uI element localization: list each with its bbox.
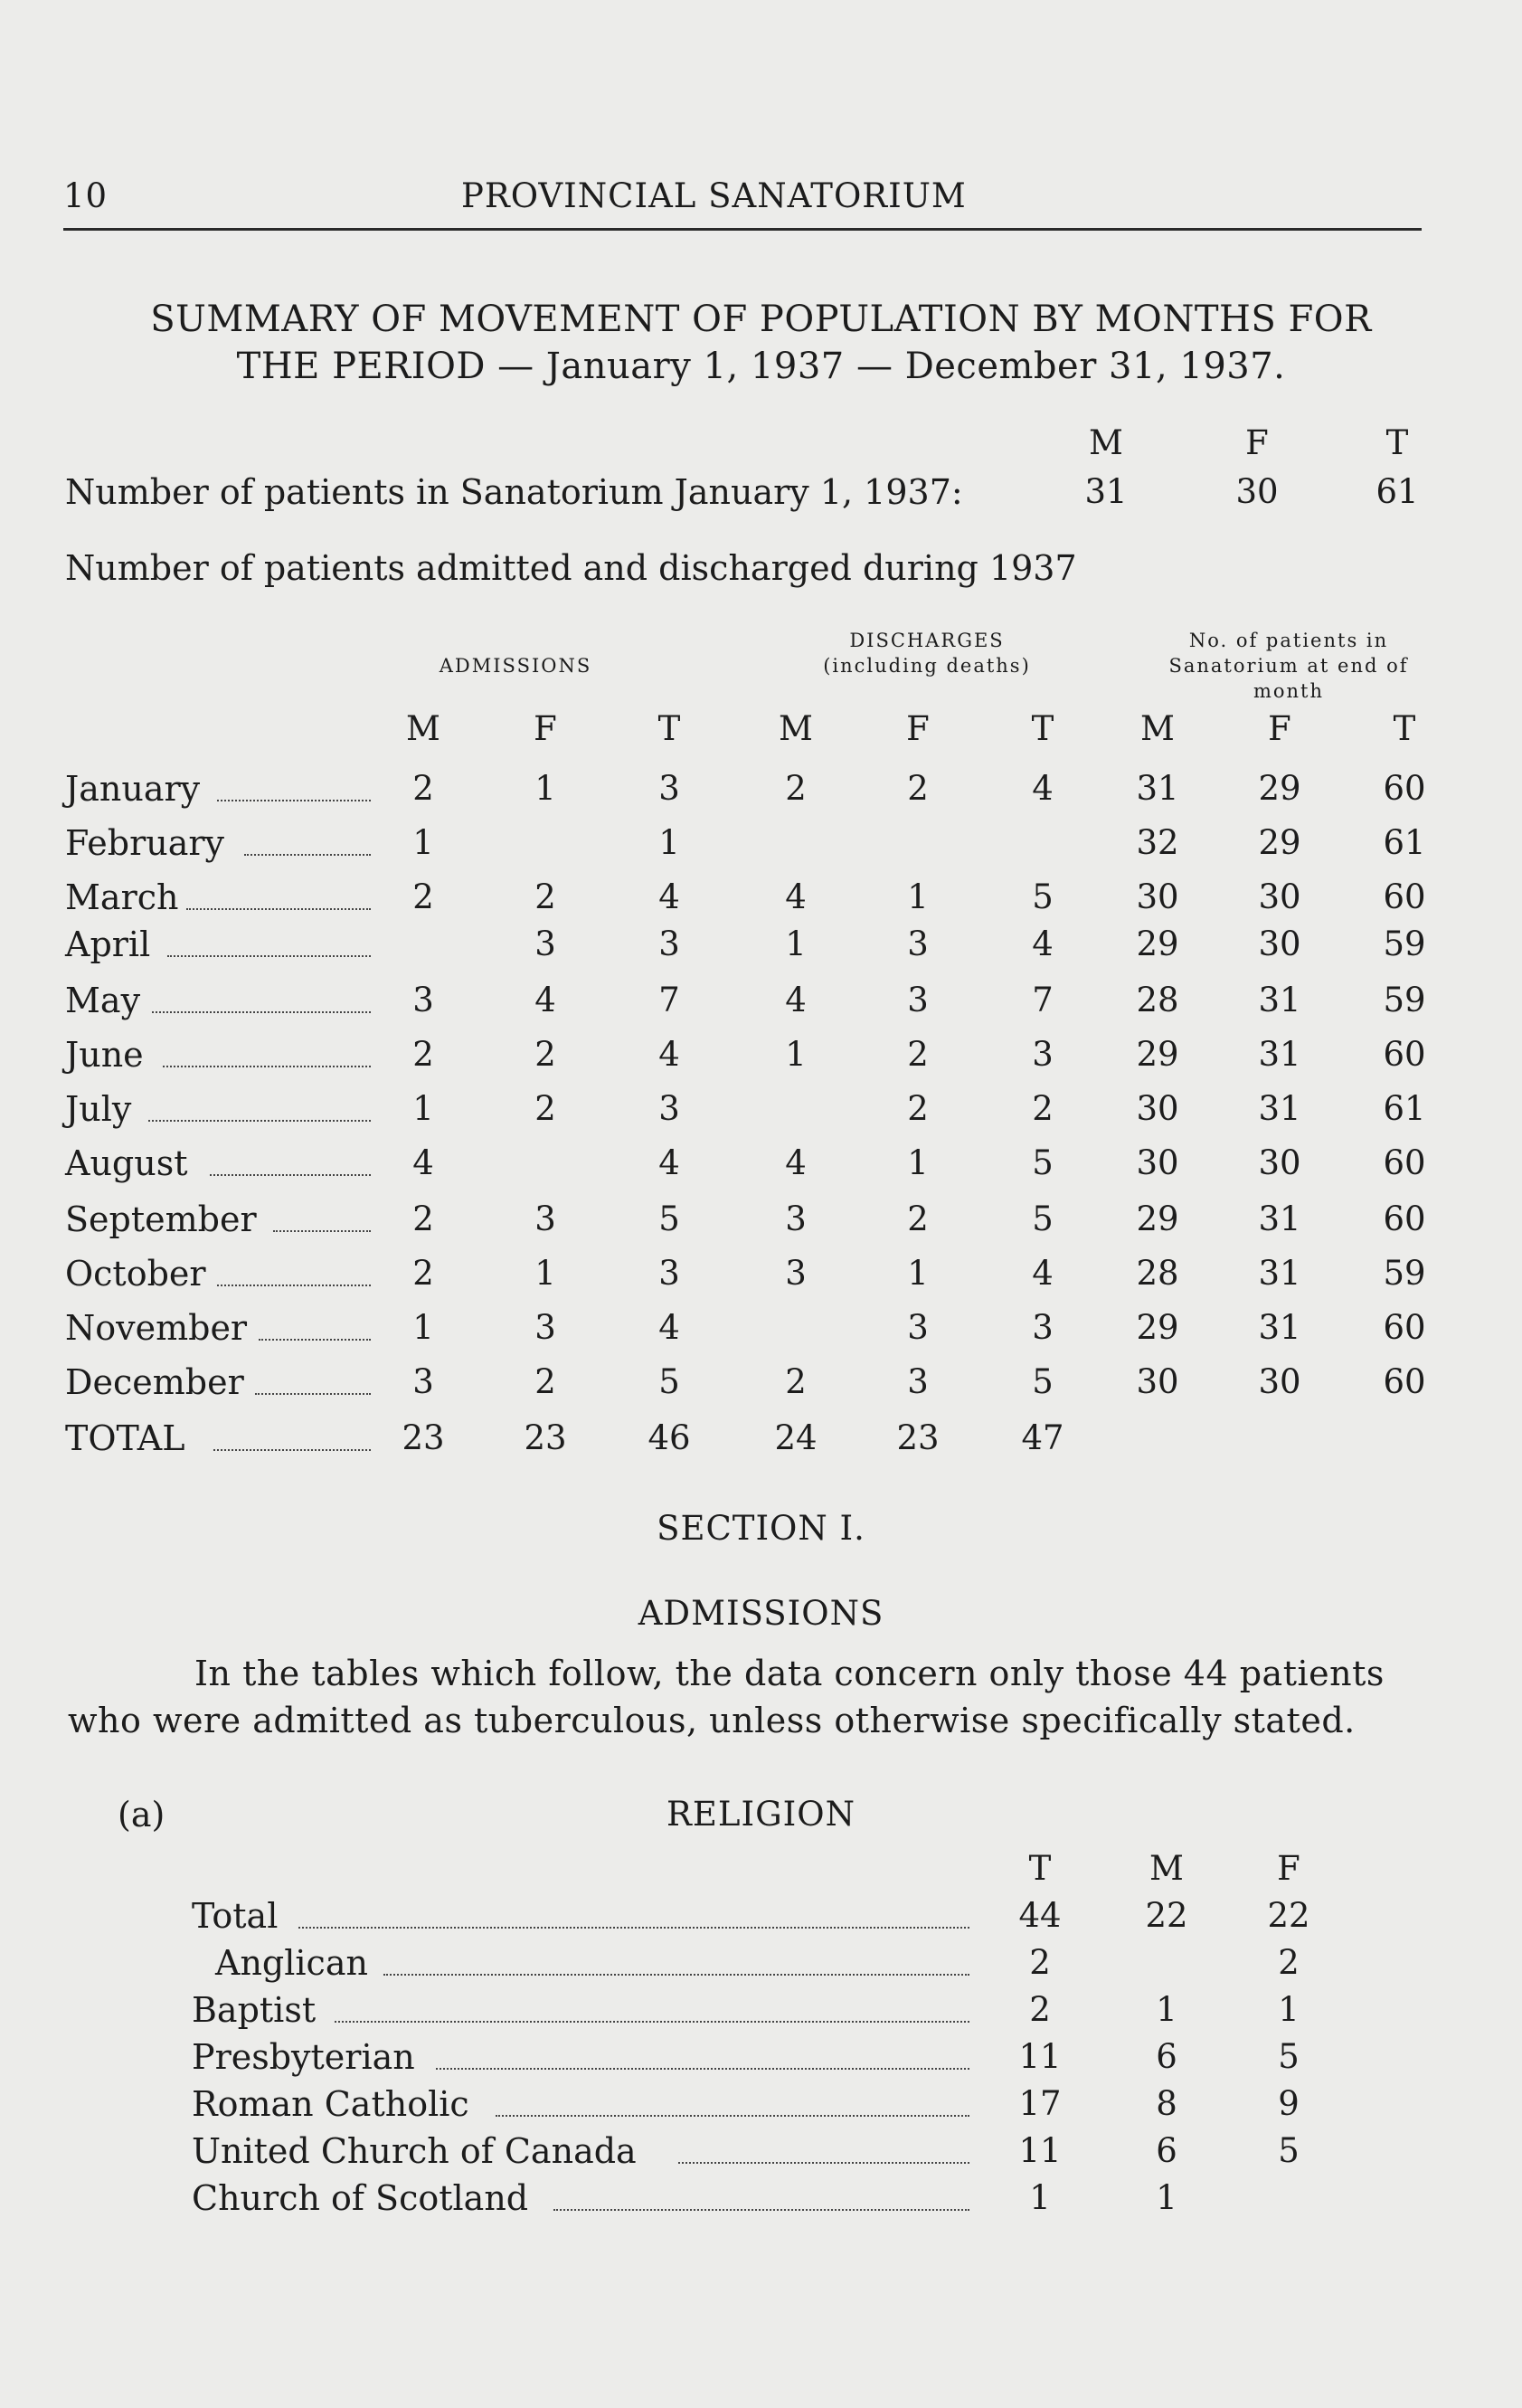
month-label: May [65, 981, 141, 1020]
monthly-cell: 46 [648, 1418, 691, 1457]
monthly-cell: 3 [907, 924, 929, 963]
monthly-col-header: T [1393, 709, 1416, 748]
page-number: 10 [63, 176, 109, 215]
monthly-cell: 28 [1136, 1254, 1179, 1293]
month-label: August [65, 1143, 188, 1183]
religion-cell: 5 [1278, 2037, 1300, 2076]
month-label: January [65, 769, 201, 809]
monthly-col-header: F [534, 709, 557, 748]
initial-col-t: T [1385, 423, 1409, 462]
initial-label: Number of patients in Sanatorium January 1, 1937: [65, 472, 963, 512]
monthly-cell: 29 [1258, 823, 1301, 862]
monthly-cell: 3 [785, 1254, 807, 1293]
monthly-cell: 59 [1383, 1254, 1426, 1293]
leader-dots [213, 1449, 371, 1451]
monthly-cell: 31 [1136, 769, 1179, 808]
monthly-cell: 2 [785, 1362, 807, 1401]
leader-dots [217, 800, 371, 801]
monthly-cell: 3 [907, 981, 929, 1019]
religion-cell: 1 [1278, 1990, 1300, 2029]
monthly-cell: 3 [785, 1199, 807, 1238]
monthly-cell: 4 [658, 1308, 680, 1347]
monthly-cell: 4 [658, 1035, 680, 1074]
monthly-col-header: M [779, 709, 813, 748]
leader-dots [678, 2162, 969, 2164]
section-heading: ADMISSIONS [638, 1594, 884, 1633]
leader-dots [152, 1011, 371, 1013]
monthly-cell: 3 [1032, 1308, 1054, 1347]
monthly-cell: 23 [896, 1418, 940, 1457]
religion-cell: 9 [1278, 2084, 1300, 2123]
monthly-col-header: T [657, 709, 681, 748]
leader-dots [259, 1339, 371, 1341]
monthly-cell: 2 [907, 1089, 929, 1128]
monthly-cell: 32 [1136, 823, 1179, 862]
monthly-cell: 3 [658, 924, 680, 963]
monthly-cell: 3 [907, 1362, 929, 1401]
in-sanatorium-group-header: No. of patients in Sanatorium at end of month [1168, 630, 1409, 702]
monthly-cell: 3 [658, 769, 680, 808]
monthly-cell: 30 [1136, 1362, 1179, 1401]
leader-dots [255, 1393, 371, 1395]
monthly-cell: 61 [1383, 823, 1426, 862]
religion-cell: 1 [1156, 2178, 1177, 2217]
section-paragraph-line1: In the tables which follow, the data concern only those 44 patients [194, 1654, 1385, 1693]
leader-dots [163, 1066, 371, 1067]
religion-marker: (a) [118, 1795, 165, 1834]
religion-cell: 1 [1156, 1990, 1177, 2029]
monthly-cell: 24 [774, 1418, 818, 1457]
religion-label: Baptist [192, 1990, 317, 2030]
religion-col-header: T [1028, 1849, 1052, 1888]
religion-label: Presbyterian [192, 2037, 415, 2077]
monthly-cell: 29 [1136, 924, 1179, 963]
religion-cell: 8 [1156, 2084, 1177, 2123]
leader-dots [383, 1974, 969, 1976]
initial-value-t: 61 [1375, 472, 1419, 511]
monthly-cell: 2 [412, 1035, 434, 1074]
section-number: SECTION I. [657, 1509, 865, 1548]
religion-cell: 5 [1278, 2131, 1300, 2170]
monthly-cell: 3 [658, 1254, 680, 1293]
admissions-group-header: ADMISSIONS [439, 655, 592, 677]
monthly-cell: 30 [1136, 877, 1179, 916]
monthly-cell: 31 [1258, 1089, 1301, 1128]
month-label: July [65, 1089, 132, 1129]
religion-cell: 17 [1018, 2084, 1062, 2123]
monthly-cell: 61 [1383, 1089, 1426, 1128]
month-label: November [65, 1308, 248, 1348]
monthly-cell: 60 [1383, 1362, 1426, 1401]
monthly-cell: 59 [1383, 924, 1426, 963]
religion-cell: 1 [1029, 2178, 1051, 2217]
monthly-cell: 30 [1258, 877, 1301, 916]
month-label: April [65, 924, 151, 964]
monthly-cell: 1 [658, 823, 680, 862]
monthly-col-header: M [406, 709, 440, 748]
monthly-cell: 3 [534, 924, 556, 963]
monthly-cell: 4 [1032, 924, 1054, 963]
leader-dots [167, 955, 371, 957]
leader-dots [148, 1120, 371, 1122]
monthly-cell: 1 [907, 1143, 929, 1182]
monthly-cell: 1 [534, 1254, 556, 1293]
monthly-col-header: M [1140, 709, 1175, 748]
leader-dots [186, 908, 371, 910]
leader-dots [496, 2115, 969, 2117]
religion-cell: 2 [1029, 1943, 1051, 1982]
religion-cell: 6 [1156, 2037, 1177, 2076]
month-label: June [65, 1035, 144, 1075]
monthly-cell: 2 [534, 1362, 556, 1401]
monthly-cell: 4 [658, 1143, 680, 1182]
religion-label: Anglican [215, 1943, 368, 1983]
monthly-cell: 30 [1258, 924, 1301, 963]
monthly-cell: 5 [658, 1199, 680, 1238]
religion-col-header: F [1277, 1849, 1300, 1888]
monthly-col-header: F [1268, 709, 1291, 748]
summary-title-line2: THE PERIOD — January 1, 1937 — December 31, 1937. [236, 346, 1286, 387]
monthly-cell: 4 [1032, 1254, 1054, 1293]
monthly-cell: 7 [1032, 981, 1054, 1019]
monthly-cell: 30 [1258, 1143, 1301, 1182]
monthly-cell: 7 [658, 981, 680, 1019]
monthly-cell: 29 [1136, 1035, 1179, 1074]
monthly-cell: 1 [534, 769, 556, 808]
monthly-cell: 30 [1136, 1143, 1179, 1182]
monthly-cell: 60 [1383, 769, 1426, 808]
monthly-cell: 1 [412, 823, 434, 862]
monthly-cell: 2 [907, 1035, 929, 1074]
monthly-cell: 30 [1258, 1362, 1301, 1401]
monthly-cell: 4 [412, 1143, 434, 1182]
monthly-cell: 2 [534, 877, 556, 916]
monthly-cell: 2 [907, 769, 929, 808]
initial-col-m: M [1089, 423, 1123, 462]
religion-cell: 44 [1018, 1896, 1062, 1935]
religion-label: United Church of Canada [192, 2131, 637, 2171]
monthly-cell: 5 [1032, 1143, 1054, 1182]
monthly-cell: 1 [907, 1254, 929, 1293]
monthly-cell: 4 [658, 877, 680, 916]
religion-cell: 22 [1267, 1896, 1310, 1935]
monthly-cell: 31 [1258, 1254, 1301, 1293]
monthly-cell: 2 [534, 1035, 556, 1074]
monthly-cell: 28 [1136, 981, 1179, 1019]
monthly-cell: 4 [785, 981, 807, 1019]
religion-cell: 11 [1018, 2037, 1062, 2076]
leader-dots [273, 1230, 371, 1232]
leader-dots [335, 2021, 969, 2023]
religion-col-header: M [1149, 1849, 1184, 1888]
monthly-cell: 59 [1383, 981, 1426, 1019]
monthly-cell: 2 [534, 1089, 556, 1128]
monthly-cell: 31 [1258, 1308, 1301, 1347]
religion-label: Church of Scotland [192, 2178, 529, 2218]
monthly-cell: 23 [524, 1418, 567, 1457]
monthly-cell: 2 [412, 769, 434, 808]
monthly-cell: 60 [1383, 877, 1426, 916]
monthly-cell: 23 [402, 1418, 445, 1457]
summary-title-line1: SUMMARY OF MOVEMENT OF POPULATION BY MONTHS FOR [150, 299, 1372, 340]
month-label: December [65, 1362, 244, 1402]
monthly-cell: 3 [658, 1089, 680, 1128]
leader-dots [298, 1927, 969, 1929]
religion-cell: 2 [1029, 1990, 1051, 2029]
religion-cell: 11 [1018, 2131, 1062, 2170]
monthly-cell: 30 [1136, 1089, 1179, 1128]
monthly-cell: 1 [412, 1089, 434, 1128]
discharges-group-header: DISCHARGES (including deaths) [823, 630, 1031, 677]
monthly-cell: 4 [534, 981, 556, 1019]
monthly-cell: 1 [412, 1308, 434, 1347]
monthly-cell: 29 [1136, 1308, 1179, 1347]
monthly-cell: 4 [785, 877, 807, 916]
monthly-cell: 29 [1258, 769, 1301, 808]
monthly-cell: 60 [1383, 1035, 1426, 1074]
monthly-cell: 3 [534, 1199, 556, 1238]
monthly-cell: 3 [1032, 1035, 1054, 1074]
monthly-cell: 2 [785, 769, 807, 808]
monthly-cell: 5 [1032, 1362, 1054, 1401]
month-label: October [65, 1254, 206, 1294]
monthly-cell: 1 [907, 877, 929, 916]
initial-col-f: F [1245, 423, 1269, 462]
monthly-col-header: T [1031, 709, 1054, 748]
monthly-cell: 3 [412, 1362, 434, 1401]
monthly-col-header: F [906, 709, 930, 748]
initial-value-m: 31 [1084, 472, 1128, 511]
monthly-cell: 60 [1383, 1199, 1426, 1238]
month-label: September [65, 1199, 257, 1239]
monthly-cell: 5 [1032, 1199, 1054, 1238]
section-paragraph-line2: who were admitted as tuberculous, unless otherwise specifically stated. [68, 1701, 1356, 1740]
monthly-cell: 5 [1032, 877, 1054, 916]
admitted-intro: Number of patients admitted and discharged during 1937 [65, 548, 1077, 588]
monthly-cell: 47 [1021, 1418, 1064, 1457]
monthly-cell: 2 [907, 1199, 929, 1238]
monthly-cell: 2 [412, 1199, 434, 1238]
religion-cell: 2 [1278, 1943, 1300, 1982]
leader-dots [217, 1285, 371, 1286]
religion-title: RELIGION [666, 1795, 856, 1834]
monthly-cell: 3 [412, 981, 434, 1019]
monthly-cell: 31 [1258, 1035, 1301, 1074]
month-label: TOTAL [65, 1418, 185, 1458]
leader-dots [436, 2068, 969, 2070]
monthly-cell: 3 [534, 1308, 556, 1347]
monthly-cell: 31 [1258, 1199, 1301, 1238]
religion-cell: 22 [1145, 1896, 1188, 1935]
monthly-cell: 4 [785, 1143, 807, 1182]
month-label: March [65, 877, 179, 917]
month-label: February [65, 823, 225, 863]
monthly-cell: 1 [785, 1035, 807, 1074]
monthly-cell: 31 [1258, 981, 1301, 1019]
monthly-cell: 2 [412, 877, 434, 916]
monthly-cell: 2 [1032, 1089, 1054, 1128]
monthly-cell: 29 [1136, 1199, 1179, 1238]
monthly-cell: 2 [412, 1254, 434, 1293]
monthly-cell: 5 [658, 1362, 680, 1401]
monthly-cell: 1 [785, 924, 807, 963]
monthly-cell: 60 [1383, 1143, 1426, 1182]
initial-value-f: 30 [1235, 472, 1279, 511]
leader-dots [210, 1174, 371, 1176]
running-title: PROVINCIAL SANATORIUM [461, 176, 967, 215]
religion-label: Roman Catholic [192, 2084, 469, 2124]
monthly-cell: 60 [1383, 1308, 1426, 1347]
leader-dots [553, 2209, 969, 2211]
religion-label: Total [192, 1896, 279, 1936]
monthly-cell: 3 [907, 1308, 929, 1347]
religion-cell: 6 [1156, 2131, 1177, 2170]
leader-dots [244, 854, 371, 856]
header-rule [63, 228, 1422, 231]
monthly-cell: 4 [1032, 769, 1054, 808]
